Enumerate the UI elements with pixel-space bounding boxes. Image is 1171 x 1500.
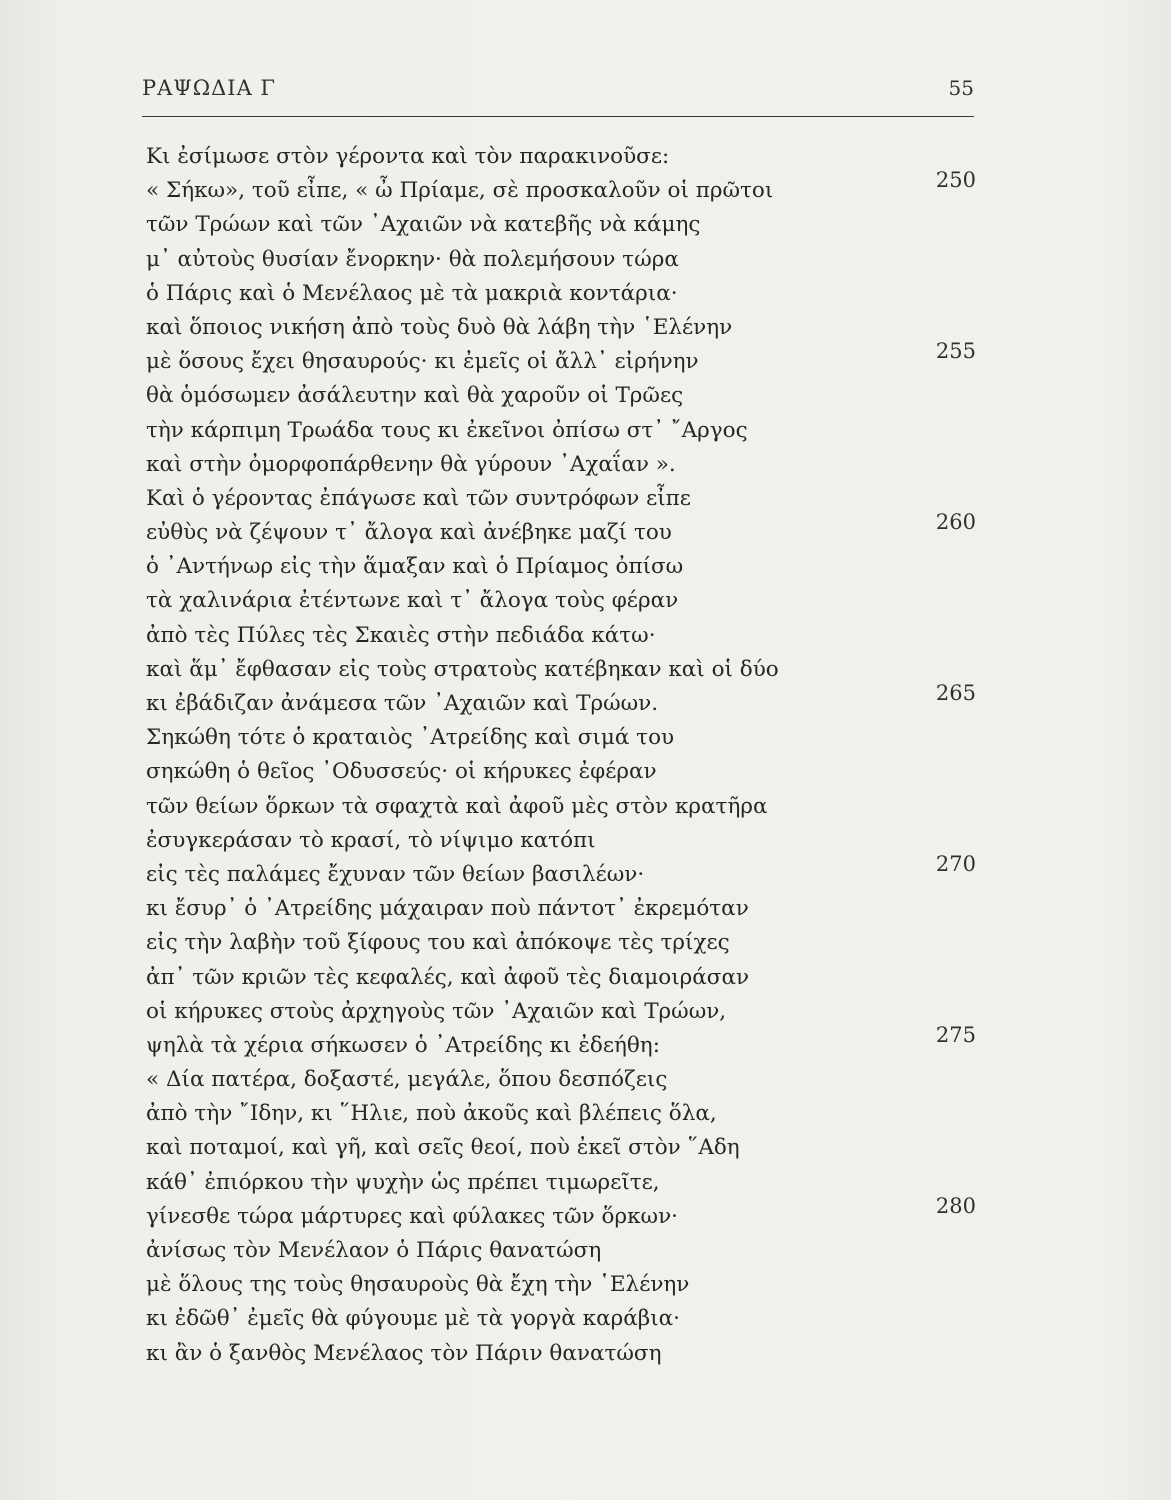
- verse-line-text: καὶ στὴν ὀμορφοπάρθενην θὰ γύρουν ᾿Αχαΐαν ».: [146, 451, 676, 477]
- verse-line-text: καὶ ἅμ᾿ ἔφθασαν εἰς τοὺς στρατοὺς κατέβηκαν καὶ οἱ δύο: [146, 656, 779, 682]
- verse-line: [146, 550, 976, 584]
- verse-line-text: γίνεσθε τώρα μάρτυρες καὶ φύλακες τῶν ὅρκων·: [146, 1203, 678, 1229]
- verse-line-text: κι ἐβάδιζαν ἀνάμεσα τῶν ᾿Αχαιῶν καὶ Τρώων.: [146, 691, 659, 716]
- verse-line-text: ψηλὰ τὰ χέρια σήκωσεν ὁ ᾿Ατρείδης κι ἐδεήθη:: [146, 1032, 660, 1058]
- verse-line: [146, 619, 976, 653]
- verse-line-text: Σηκώθη τότε ὁ κραταιὸς ᾿Ατρείδης καὶ σιμά του: [146, 725, 675, 751]
- verse-line: [146, 851, 976, 892]
- verse-line-text: σηκώθη ὁ θεῖος ᾿Οδυσσεύς· οἱ κήρυκες ἐφέραν: [146, 759, 657, 785]
- verse-line: [146, 1131, 976, 1165]
- verse-line: [146, 1097, 976, 1131]
- verse-line: [146, 482, 976, 516]
- verse-line-text: εἰς τὲς παλάμες ἔχυναν τῶν θείων βασιλέων·: [146, 861, 645, 887]
- line-number: 260: [935, 510, 976, 535]
- verse-line: [146, 168, 976, 208]
- verse-line-text: τῶν θείων ὅρκων τὰ σφαχτὰ καὶ ἀφοῦ μὲς στὸν κρατῆρα: [146, 793, 768, 819]
- verse-line: [146, 140, 976, 174]
- verse-line-text: μ᾿ αὐτοὺς θυσίαν ἔνορκην· θὰ πολεμήσουν τώρα: [146, 246, 679, 272]
- page-header: [142, 76, 974, 116]
- verse-line: [146, 243, 976, 277]
- verse-line: [146, 1234, 976, 1268]
- verse-line: [146, 379, 976, 413]
- line-number: 270: [935, 851, 976, 876]
- verse-line-text: ὁ Πάρις καὶ ὁ Μενέλαος μὲ τὰ μακριὰ κοντάρια·: [146, 280, 678, 306]
- verse-line: [146, 961, 976, 995]
- verse-line-text: ἀνίσως τὸν Μενέλαον ὁ Πάρις θανατώση: [146, 1238, 602, 1263]
- verse-line: [146, 510, 976, 550]
- line-number: 275: [935, 1022, 976, 1047]
- verse-line: [146, 681, 976, 721]
- verse-line-text: ἀπ᾿ τῶν κριῶν τὲς κεφαλές, καὶ ἀφοῦ τὲς διαμοιράσαν: [146, 964, 750, 990]
- line-number: 255: [935, 339, 976, 364]
- running-head: ΡΑΨΩΔΙΑ Γ: [142, 76, 276, 100]
- line-number: 280: [935, 1193, 976, 1218]
- verse-line: [146, 1337, 976, 1371]
- verse-line: [146, 1268, 976, 1302]
- verse-line-text: τῶν Τρώων καὶ τῶν ᾿Αχαιῶν νὰ κατεβῆς νὰ κάμης: [146, 212, 701, 238]
- poem-text: [146, 140, 976, 1371]
- page-number: 55: [948, 76, 974, 100]
- verse-line-text: καὶ ποταμοί, καὶ γῆ, καὶ σεῖς θεοί, ποὺ ἐκεῖ στὸν ῞Αδη: [146, 1135, 740, 1161]
- verse-line-text: κι ἔσυρ᾿ ὁ ᾿Ατρείδης μάχαιραν ποὺ πάντοτ᾿ ἐκρεμόταν: [146, 896, 749, 922]
- verse-line: [146, 926, 976, 960]
- verse-line-text: « Δία πατέρα, δοξαστέ, μεγάλε, ὅπου δεσπόζεις: [146, 1067, 668, 1093]
- verse-line: [146, 414, 976, 448]
- verse-line-text: « Σήκω», τοῦ εἶπε, « ὦ Πρίαμε, σὲ προσκαλοῦν οἱ πρῶτοι: [146, 178, 774, 204]
- verse-line-text: κάθ᾿ ἐπιόρκου τὴν ψυχὴν ὡς πρέπει τιμωρεῖτε,: [146, 1169, 660, 1195]
- verse-line: [146, 824, 976, 858]
- verse-line-text: Καὶ ὁ γέροντας ἐπάγωσε καὶ τῶν συντρόφων εἶπε: [146, 485, 691, 511]
- verse-line: [146, 790, 976, 824]
- line-number: 265: [935, 681, 976, 705]
- verse-line-text: οἱ κήρυκες στοὺς ἀρχηγοὺς τῶν ᾿Αχαιῶν καὶ Τρώων,: [146, 998, 727, 1024]
- verse-line-text: Κι ἐσίμωσε στὸν γέροντα καὶ τὸν παρακινοῦσε:: [146, 144, 670, 169]
- verse-line: [146, 1193, 976, 1234]
- verse-line: [146, 892, 976, 926]
- verse-line: [146, 311, 976, 345]
- verse-line: [146, 1166, 976, 1200]
- verse-line-text: τὴν κάρπιμη Τρωάδα τους κι ἐκεῖνοι ὀπίσω στ᾿ ῎Αργος: [146, 417, 748, 443]
- verse-line-text: κι ἐδῶθ᾿ ἐμεῖς θὰ φύγουμε μὲ τὰ γοργὰ καράβια·: [146, 1306, 680, 1332]
- verse-line: [146, 721, 976, 755]
- verse-line-text: εὐθὺς νὰ ζέψουν τ᾿ ἄλογα καὶ ἀνέβηκε μαζί του: [146, 520, 672, 546]
- verse-line-text: θὰ ὁμόσωμεν ἀσάλευτην καὶ θὰ χαροῦν οἱ Τρῶες: [146, 383, 684, 409]
- verse-line-text: μὲ ὅσους ἔχει θησαυρούς· κι ἐμεῖς οἱ ἄλλ᾿ εἰρήνην: [146, 349, 699, 375]
- verse-line: [146, 1022, 976, 1063]
- verse-line-text: μὲ ὅλους της τοὺς θησαυροὺς θὰ ἔχη τὴν ῾Ελένην: [146, 1272, 690, 1298]
- verse-line: [146, 584, 976, 618]
- verse-line: [146, 755, 976, 789]
- verse-line: [146, 1063, 976, 1097]
- verse-line-text: τὰ χαλινάρια ἐτέντωνε καὶ τ᾿ ἄλογα τοὺς φέραν: [146, 588, 679, 614]
- verse-line-text: ὁ ᾿Αντήνωρ εἰς τὴν ἅμαξαν καὶ ὁ Πρίαμος ὀπίσω: [146, 554, 684, 580]
- verse-line: [146, 995, 976, 1029]
- verse-line-text: εἰς τὴν λαβὴν τοῦ ξίφους του καὶ ἀπόκοψε τὲς τρίχες: [146, 930, 730, 956]
- verse-line: [146, 277, 976, 311]
- verse-line-text: ἀπὸ τὲς Πύλες τὲς Σκαιὲς στὴν πεδιάδα κάτω·: [146, 622, 656, 648]
- verse-line: [146, 653, 976, 687]
- verse-line: [146, 448, 976, 482]
- verse-line: [146, 339, 976, 379]
- header-rule: [142, 116, 974, 117]
- verse-line-text: ἐσυγκεράσαν τὸ κρασί, τὸ νίψιμο κατόπι: [146, 827, 596, 853]
- verse-line-text: κι ἂν ὁ ξανθὸς Μενέλαος τὸν Πάριν θανατώση: [146, 1340, 662, 1366]
- verse-line-text: ἀπὸ τὴν ῎Ιδην, κι ῞Ηλιε, ποὺ ἀκοῦς καὶ βλέπεις ὅλα,: [146, 1101, 717, 1127]
- verse-line: [146, 208, 976, 242]
- line-number: 250: [935, 168, 976, 193]
- verse-line-text: καὶ ὅποιος νικήση ἀπὸ τοὺς δυὸ θὰ λάβη τὴν ῾Ελένην: [146, 314, 733, 340]
- verse-line: [146, 1302, 976, 1336]
